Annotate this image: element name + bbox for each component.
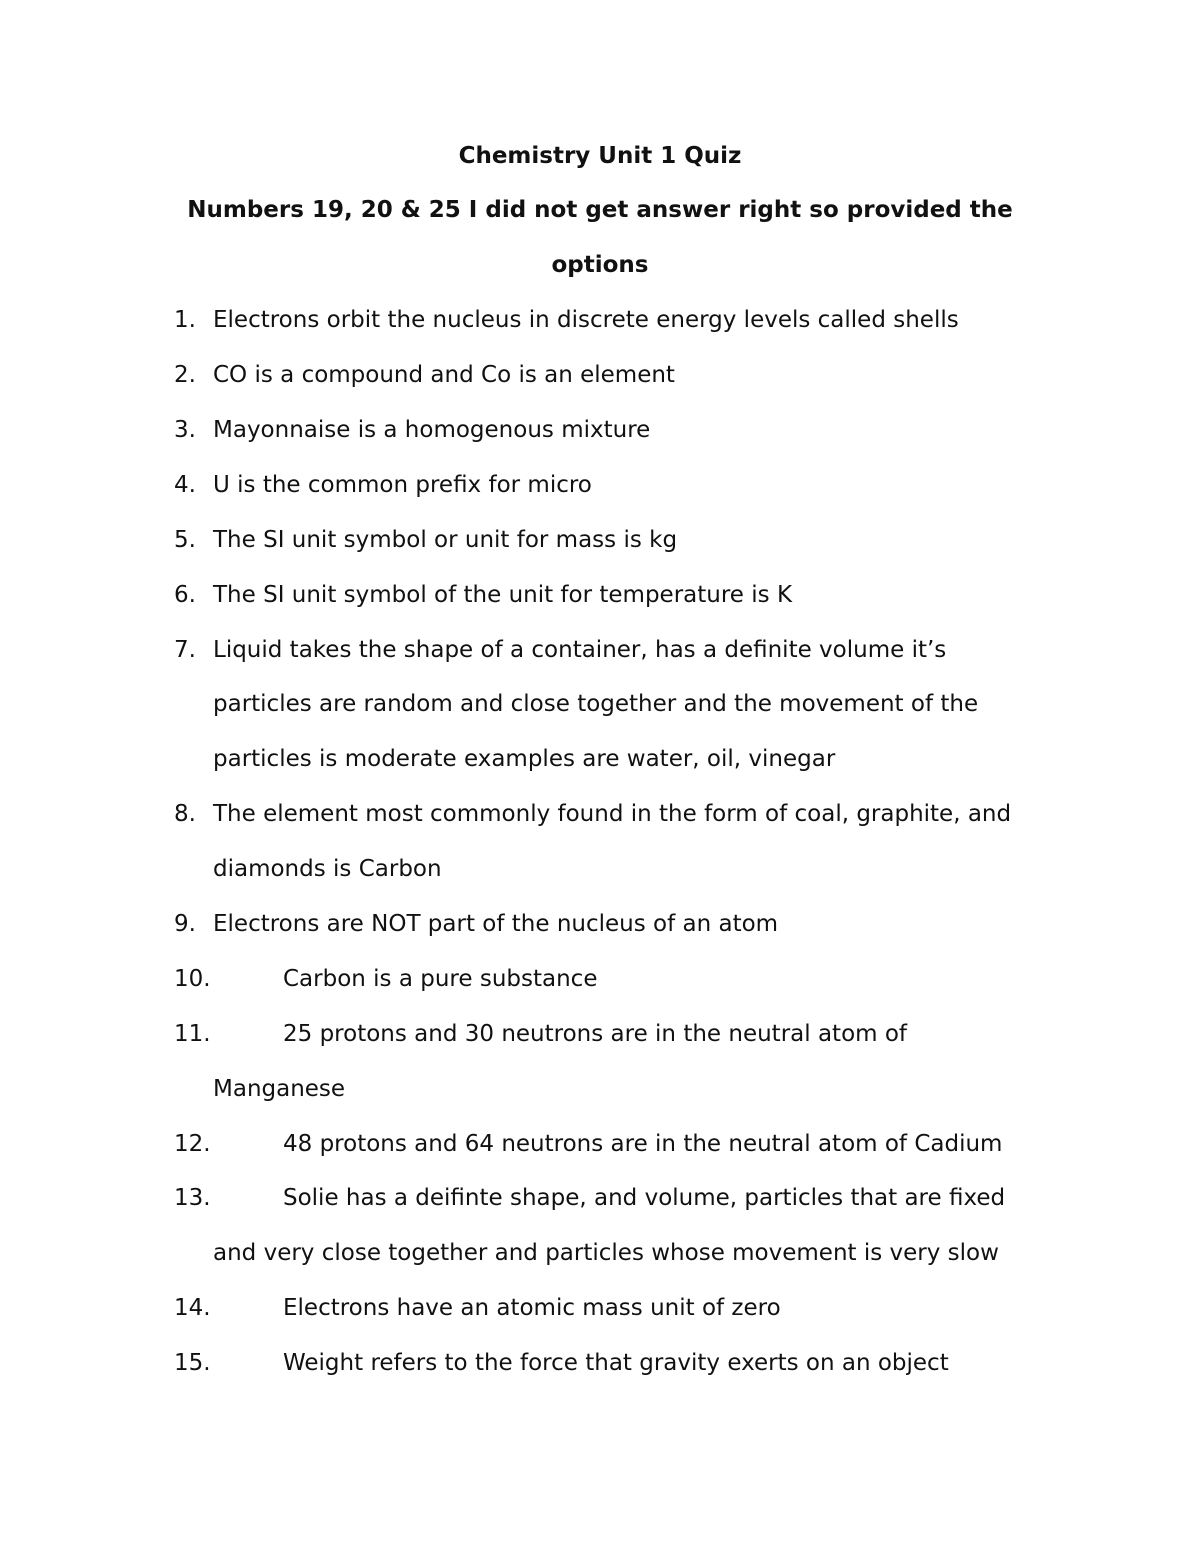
list-item-number: 6. — [174, 582, 196, 608]
list-item-text: The SI unit symbol of the unit for temperature is K — [213, 582, 793, 608]
list-item-text: Solie has a deifinte shape, and volume, particles that are fixed — [283, 1185, 1006, 1211]
list-item-text: Electrons orbit the nucleus in discrete energy levels called shells — [213, 307, 959, 333]
list-item-text: 48 protons and 64 neutrons are in the neutral atom of Cadium — [283, 1131, 1003, 1157]
list-item-number: 4. — [174, 472, 196, 498]
document-title: Chemistry Unit 1 Quiz — [458, 143, 742, 169]
list-item-number: 12. — [174, 1131, 211, 1157]
list-item-number: 11. — [174, 1021, 211, 1047]
list-item-number: 14. — [174, 1295, 211, 1321]
list-item-text: diamonds is Carbon — [213, 856, 442, 882]
list-item-text: Mayonnaise is a homogenous mixture — [213, 417, 651, 443]
list-item-text: Weight refers to the force that gravity exerts on an object — [283, 1350, 949, 1376]
list-item-number: 2. — [174, 362, 196, 388]
list-item-text: Electrons have an atomic mass unit of zero — [283, 1295, 781, 1321]
list-item-text: CO is a compound and Co is an element — [213, 362, 675, 388]
list-item-number: 13. — [174, 1185, 211, 1211]
list-item-number: 7. — [174, 637, 196, 663]
list-item-number: 5. — [174, 527, 196, 553]
list-item-text: The SI unit symbol or unit for mass is kg — [213, 527, 678, 553]
list-item-text: Electrons are NOT part of the nucleus of an atom — [213, 911, 779, 937]
list-item-number: 9. — [174, 911, 196, 937]
list-item-number: 15. — [174, 1350, 211, 1376]
list-item-text: The element most commonly found in the form of coal, graphite, and — [213, 801, 1012, 827]
list-item-number: 3. — [174, 417, 196, 443]
document-subtitle-line-1: Numbers 19, 20 & 25 I did not get answer right so provided the — [187, 197, 1013, 223]
list-item-text: Liquid takes the shape of a container, has a definite volume it’s — [213, 637, 947, 663]
list-item-text: particles is moderate examples are water, oil, vinegar — [213, 746, 836, 772]
list-item-number: 10. — [174, 966, 211, 992]
list-item-number: 8. — [174, 801, 196, 827]
list-item-number: 1. — [174, 307, 196, 333]
document-subtitle-line-2: options — [551, 252, 649, 278]
list-item-text: and very close together and particles whose movement is very slow — [213, 1240, 999, 1266]
list-item-text: 25 protons and 30 neutrons are in the neutral atom of — [283, 1021, 908, 1047]
list-item-text: particles are random and close together and the movement of the — [213, 691, 979, 717]
list-item-text: Carbon is a pure substance — [283, 966, 598, 992]
list-item-text: Manganese — [213, 1076, 346, 1102]
list-item-text: U is the common prefix for micro — [213, 472, 592, 498]
